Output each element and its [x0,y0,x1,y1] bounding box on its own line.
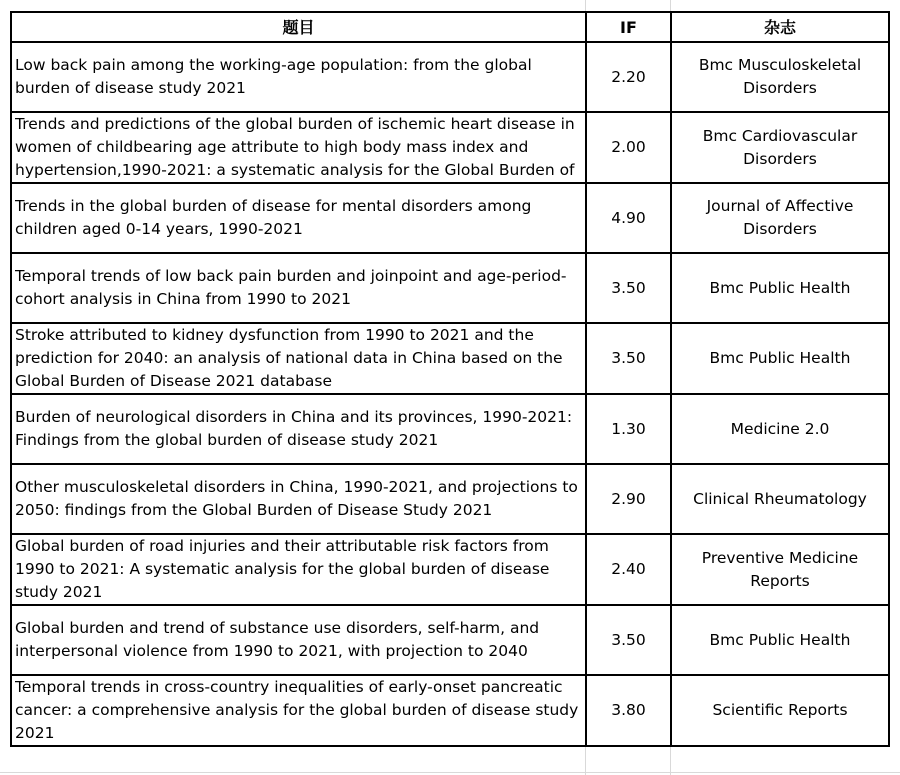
header-journal-cell[interactable]: 杂志 [671,12,889,42]
journal-cell[interactable] [671,534,889,605]
paper-title-text: Global burden of road injuries and their attributable risk factors from 1990 to 2021: A systematic analysis for the global burden of disease study 2021 [15,537,550,601]
journal-name-text: Clinical Rheumatology [693,489,867,508]
paper-title-text: Temporal trends in cross-country inequalities of early-onset pancreatic cancer: a comprehensive analysis for the global burden of disease study 2021 [15,678,579,742]
paper-title-cell[interactable] [11,253,586,323]
impact-factor-cell[interactable]: 3.50 [586,323,671,394]
journal-name-text: Bmc Public Health [709,349,851,367]
journal-name-text: Bmc Public Health [709,630,851,649]
paper-title-text: Low back pain among the working-age population: from the global burden of disease study 2021 [15,56,532,97]
journal-name-text: Preventive Medicine Reports [701,548,859,590]
journal-name-text: Bmc Cardiovascular Disorders [702,126,858,168]
paper-title-text: Burden of neurological disorders in China and its provinces, 1990-2021: Findings from the global burden of disease study 2021 [15,408,573,449]
table-row [11,253,889,323]
impact-factor-cell[interactable]: 2.90 [586,464,671,534]
journal-cell[interactable] [671,675,889,746]
paper-title-cell[interactable] [11,323,586,394]
paper-title-cell[interactable] [11,183,586,253]
journal-cell[interactable] [671,394,889,464]
table-row [11,112,889,183]
impact-factor-cell[interactable]: 4.90 [586,183,671,253]
impact-factor-cell[interactable]: 1.30 [586,394,671,464]
table-row [11,394,889,464]
paper-title-text: Global burden and trend of substance use disorders, self-harm, and interpersonal violence from 1990 to 2021, with projection to 2040 [15,619,540,660]
impact-factor-cell[interactable]: 2.20 [586,42,671,112]
table-row [11,605,889,675]
impact-factor-cell[interactable]: 3.50 [586,253,671,323]
paper-title-cell[interactable] [11,675,586,746]
table-row [11,42,889,112]
paper-title-cell[interactable] [11,464,586,534]
paper-title-cell[interactable] [11,42,586,112]
impact-factor-cell[interactable]: 3.80 [586,675,671,746]
paper-title-cell[interactable] [11,394,586,464]
paper-title-text: Trends and predictions of the global burden of ischemic heart disease in women of childbearing age attribute to high body mass index and hypertension,1990-2021: a systematic analysis for the Global Burden of [15,115,575,179]
impact-factor-cell[interactable]: 2.40 [586,534,671,605]
table-row [11,323,889,394]
impact-factor-cell[interactable]: 3.50 [586,605,671,675]
journal-cell[interactable] [671,183,889,253]
paper-title-text: Other musculoskeletal disorders in China, 1990-2021, and projections to 2050: findings from the Global Burden of Disease Study 2021 [15,478,578,519]
journal-name-text: Scientific Reports [712,701,848,719]
journal-name-text: Medicine 2.0 [730,419,830,438]
journal-cell[interactable] [671,253,889,323]
journal-cell[interactable] [671,42,889,112]
papers-table [10,11,890,747]
journal-cell[interactable] [671,605,889,675]
journal-name-text: Bmc Musculoskeletal Disorders [698,56,862,97]
journal-name-text: Journal of Affective Disorders [706,197,854,238]
header-title-cell[interactable]: 题目 [11,12,586,42]
header-if-cell[interactable]: IF [586,12,671,42]
journal-cell[interactable] [671,112,889,183]
table-row [11,183,889,253]
table-row [11,534,889,605]
paper-title-cell[interactable] [11,112,586,183]
paper-title-text: Stroke attributed to kidney dysfunction from 1990 to 2021 and the prediction for 2040: an analysis of national data in China based on the Global Burden of Disease 2021 database [15,326,563,390]
journal-cell[interactable] [671,323,889,394]
paper-title-cell[interactable] [11,534,586,605]
paper-title-cell[interactable] [11,605,586,675]
table-body [11,42,889,746]
header-row [11,12,889,42]
impact-factor-cell[interactable]: 2.00 [586,112,671,183]
journal-name-text: Bmc Public Health [709,278,851,297]
paper-title-text: Temporal trends of low back pain burden and joinpoint and age-period-cohort analysis in China from 1990 to 2021 [15,267,567,308]
table-row [11,675,889,746]
paper-title-text: Trends in the global burden of disease for mental disorders among children aged 0-14 years, 1990-2021 [15,197,532,238]
journal-cell[interactable] [671,464,889,534]
table-row [11,464,889,534]
sheet-gridline [0,772,900,773]
